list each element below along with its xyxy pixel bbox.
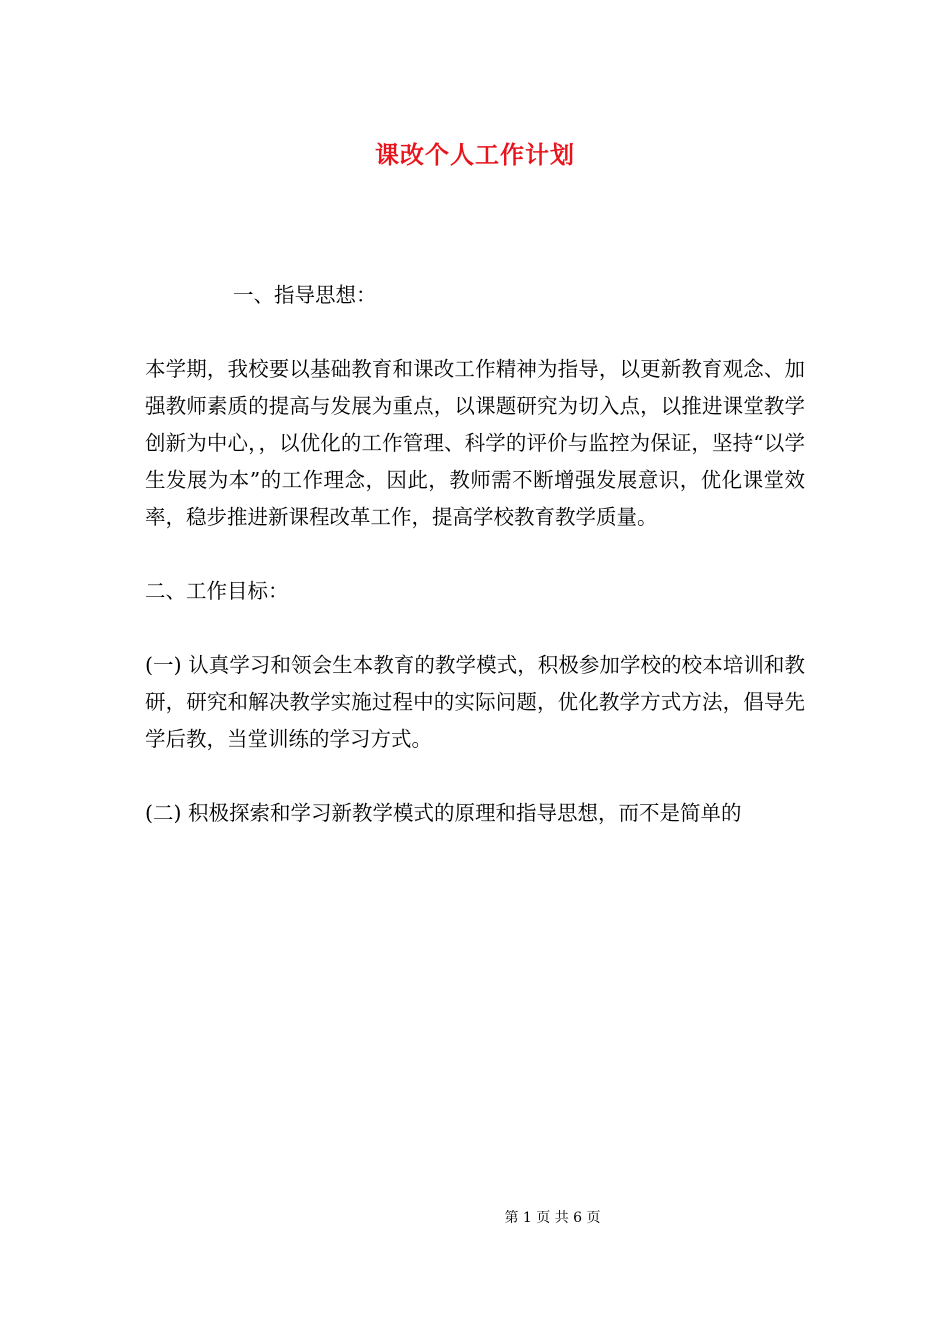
page-number-footer: 第 1 页 共 6 页 [504, 1210, 601, 1226]
document-title: 课改个人工作计划 [375, 140, 575, 169]
section-heading-guiding-thought: 一、指导思想： [233, 283, 377, 307]
paragraph-goal-1: (一) 认真学习和领会生本教育的教学模式，积极参加学校的校本培训和教研，研究和解决教学实施过程中的实际问题，优化教学方式方法，倡导先学后教，当堂训练的学习方式。 [145, 653, 805, 751]
document-body [145, 277, 805, 869]
section-heading-work-goals: 二、工作目标： [145, 579, 289, 603]
paragraph-goal-2: (二) 积极探索和学习新教学模式的原理和指导思想，而不是简单的 [145, 801, 742, 825]
paragraph-guiding-thought: 本学期，我校要以基础教育和课改工作精神为指导，以更新教育观念、加强教师素质的提高与发展为重点，以课题研究为切入点，以推进课堂教学创新为中心，，以优化的工作管理、科学的评价与监控为保证，坚持“以学生发展为本”的工作理念，因此，教师需不断增强发展意识，优化课堂效率，稳步推进新课程改革工作，提高学校教育教学质量。 [145, 357, 805, 529]
